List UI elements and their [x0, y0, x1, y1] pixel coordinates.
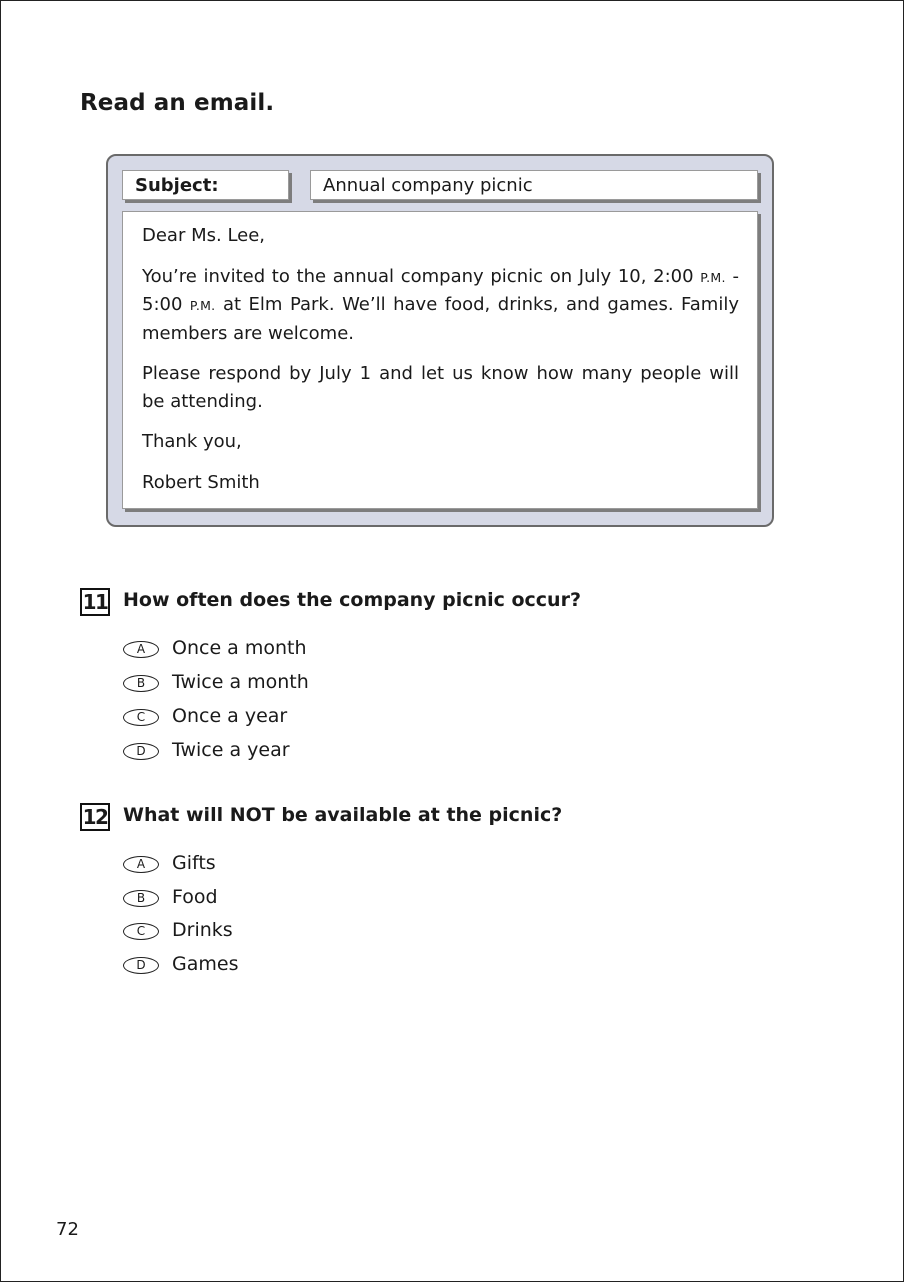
- option-text: Games: [172, 953, 239, 975]
- question-text: How often does the company picnic occur?: [123, 589, 581, 611]
- answer-bubble[interactable]: D: [123, 743, 159, 760]
- option-text: Gifts: [172, 852, 216, 874]
- option-text: Once a month: [172, 637, 307, 659]
- instruction-heading: Read an email.: [80, 90, 275, 116]
- subject-field: [310, 170, 758, 200]
- time-suffix: P.M.: [189, 298, 216, 313]
- email-signature: Robert Smith: [142, 471, 260, 493]
- email-body: [122, 211, 758, 509]
- answer-bubble[interactable]: C: [123, 923, 159, 940]
- email-closing: Thank you,: [142, 431, 242, 452]
- time-suffix: P.M.: [700, 269, 726, 285]
- subject-label: Subject:: [135, 175, 219, 196]
- question-number-box: 11: [80, 588, 110, 616]
- answer-bubble[interactable]: A: [123, 856, 159, 873]
- option-text: Once a year: [172, 705, 288, 727]
- page-number: 72: [56, 1219, 79, 1240]
- answer-bubble[interactable]: C: [123, 709, 159, 726]
- email-paragraph-2: Please respond by July 1 and let us know how many people will be attending.: [142, 363, 739, 412]
- option-text: Food: [172, 886, 218, 908]
- answer-bubble[interactable]: B: [123, 890, 159, 907]
- option-text: Twice a month: [172, 671, 309, 693]
- email-greeting: Dear Ms. Lee,: [142, 225, 266, 246]
- option-text: Twice a year: [172, 739, 290, 761]
- answer-bubble[interactable]: D: [123, 957, 159, 974]
- answer-bubble[interactable]: A: [123, 641, 159, 658]
- question-number-box: 12: [80, 803, 110, 831]
- email-paragraph-1: You’re invited to the annual company picnic on July 10, 2:00 P.M. - 5:00 P.M. at Elm Park. We’ll have food, drinks, and games. Family members are welcome.: [142, 265, 739, 344]
- option-text: Drinks: [172, 919, 233, 941]
- subject-value: Annual company picnic: [323, 175, 533, 196]
- answer-bubble[interactable]: B: [123, 675, 159, 692]
- subject-label-box: [122, 170, 289, 200]
- question-text: What will NOT be available at the picnic?: [123, 804, 563, 826]
